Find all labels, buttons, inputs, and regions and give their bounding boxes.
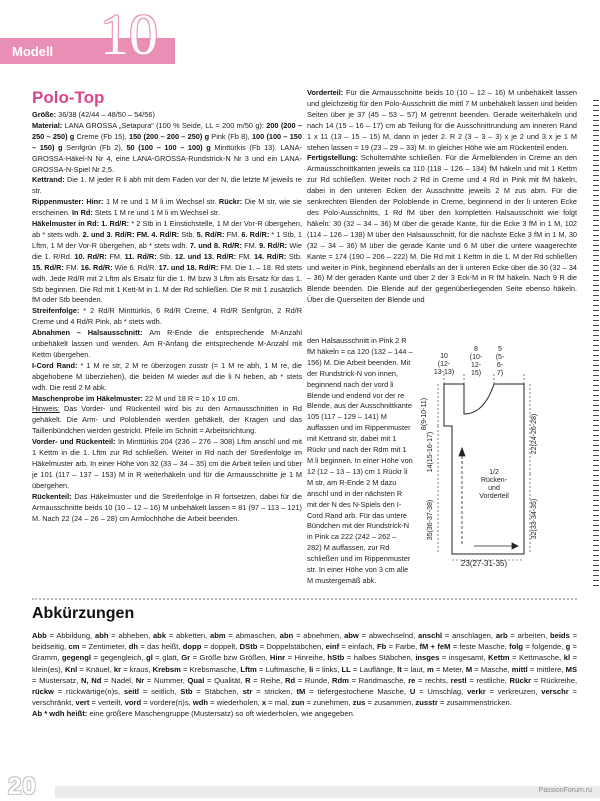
instruction-text: Creme (Fb 15),: [74, 131, 129, 141]
abbreviation-meaning: Meter: [442, 664, 462, 674]
abbreviation-term: cm: [68, 642, 80, 652]
instruction-paragraph: [32, 328, 302, 361]
abbreviation-meaning: Abbildung: [56, 631, 91, 640]
instruction-text: Das Häkelmuster und die Streifenfolge in R fortsetzen, dabei für die Armausschnitte beids 10 (10 – 12 – 16) M unbehäkelt lassen = 81 (97 – 113 – 121) M. Nach 22 (24 – 26 – 28) cm Armlochhöhe die Arbeit beenden.: [32, 491, 302, 523]
abbreviation-meaning: kraus: [129, 664, 149, 674]
abbreviation-meaning: Randmasche: [358, 675, 404, 685]
abbreviation-term: LL: [341, 664, 351, 674]
abbreviation-meaning: abwechselnd: [368, 631, 414, 640]
top-right-line-2: (5-: [495, 354, 505, 361]
abbreviation-meaning: Runde: [304, 675, 328, 685]
abbreviation-meaning: Doppelstäbchen: [266, 642, 322, 652]
abbreviation-meaning: doppelt: [210, 642, 236, 652]
abbreviation-term: Gr: [181, 653, 191, 663]
abbreviation-meaning: Umschlag: [427, 687, 462, 697]
instruction-paragraph: [307, 153, 577, 306]
abbreviation-term: anschl: [418, 631, 443, 640]
instruction-text: Wie 6. Rd/R.: [114, 262, 159, 272]
abbreviation-term: vord: [124, 698, 142, 708]
abbreviation-term: kr: [113, 664, 122, 674]
top-left-line-2: (12-: [437, 361, 451, 368]
abbreviation-meaning: abmaschen: [235, 631, 275, 640]
instruction-text: 36/38 (42/44 – 48/50 – 54/56): [58, 110, 155, 119]
page-header: [0, 0, 600, 72]
abbreviation-term: DStb: [239, 642, 258, 652]
abbreviation-meaning: restliche: [476, 675, 505, 685]
center-line-3: und: [488, 485, 500, 492]
abbreviation-term: Qual: [187, 675, 205, 685]
abbreviation-meaning: feste Masche: [459, 642, 505, 652]
instruction-text: 6. Rd/R:: [241, 229, 272, 239]
instruction-text: 2. und 3. Rd/R: FM. 4. Rd/R:: [82, 229, 182, 239]
abbreviation-term: M: [465, 664, 473, 674]
abbreviation-meaning: verschränkt: [32, 698, 72, 708]
abbreviation-term: Knl: [64, 664, 78, 674]
instruction-text: * 2 Stb in 1 Einstichstelle, 1 M der Vor-R übergehen, ab * stets wdh.: [32, 219, 302, 239]
abbreviation-term: wdh: [192, 698, 209, 708]
instruction-text: Häkelmuster in Rd: 1. Rd/R:: [32, 219, 132, 229]
instruction-text: Am R-Ende die entsprechende M-Anzahl unbehäkelt lassen und wenden. Am R-Anfang die entsprechende M-Anzahl mit Kettm übergehen.: [32, 328, 302, 359]
instruction-text: Das Vorder- und Rückenteil wird bis zu den Armausschnitten in Rd gehäkelt. Die Arm- und Poloblenden werden gehäkelt, der Kragen und das Taillenbündchen werden gestrickt. Pfeile im Schnitt = Arbeitsrichtung.: [32, 404, 302, 436]
schematic-outline: [444, 384, 524, 554]
label-left-mid: 14(15-16-17): [427, 431, 434, 473]
label-right-lower: 32(33-34-35): [531, 498, 538, 540]
instruction-text: Pink (Fb 8),: [209, 131, 252, 141]
abbreviation-meaning: mal: [274, 698, 288, 708]
abbreviation-meaning: rechts: [425, 675, 446, 685]
instruction-text: 14. Rd/R:: [253, 251, 289, 261]
abbreviation-term: Abb: [32, 631, 47, 640]
abbreviation-term: Kettm: [488, 653, 510, 663]
abbreviation-term: zun: [291, 698, 305, 708]
abbreviation-meaning: Hinreihe: [294, 653, 323, 663]
abbreviation-term: re: [408, 675, 416, 685]
instruction-text: * 2 Rd/R Minttürkis, 6 Rd/R Creme, 4 Rd/R Senfgrün, 2 Rd/R Creme und 4 Rd/R Pink, ab * stets wdh.: [32, 306, 302, 327]
abbreviation-meaning: tiefergestochene Masche: [317, 687, 404, 697]
instruction-text: Senfgrün (Fb 2),: [62, 142, 127, 152]
abbreviation-meaning: Stäbchen: [204, 687, 237, 697]
abbreviation-term: abh: [95, 631, 109, 640]
abbreviation-term: kl: [563, 653, 571, 663]
abbreviation-meaning: arbeiten: [517, 631, 546, 640]
instruction-text: Rückr:: [218, 197, 245, 207]
instruction-text: Maschenprobe im Häkelmuster:: [32, 393, 146, 403]
abbreviation-term: N, Nd: [81, 675, 102, 685]
instruction-paragraph: [32, 361, 302, 394]
abbreviation-meaning: seitlich: [151, 687, 175, 697]
abbreviation-term: Nr: [135, 675, 145, 685]
abbreviation-term: abm: [210, 631, 226, 640]
abbreviation-term: arb: [495, 631, 508, 640]
instruction-paragraph: [32, 394, 302, 405]
instruction-paragraph: [32, 492, 302, 525]
top-right-line-4: 7): [496, 370, 504, 377]
ruler-decoration: [593, 100, 599, 590]
abbreviation-term: hStb: [327, 653, 345, 663]
abbreviation-term: gegengl: [61, 653, 92, 663]
abbreviation-term: seitl: [123, 687, 140, 697]
abbreviation-term: folg: [509, 642, 524, 652]
abbreviation-term: abk: [152, 631, 167, 640]
instruction-text: Abnahmen – Halsausschnitt:: [32, 328, 150, 338]
top-mid-line-4: 15): [470, 370, 482, 377]
abbreviation-meaning: zusammen: [374, 698, 412, 708]
center-line-4: Vorderteil: [479, 493, 509, 500]
label-top-mid: [470, 346, 483, 377]
instruction-text: 16. Rd/R:: [80, 262, 115, 272]
instruction-text: Vorderteil:: [307, 88, 346, 97]
instruction-text: FM.: [65, 262, 81, 272]
abbreviation-term: m: [427, 664, 434, 674]
abbreviation-term: Stb: [180, 687, 193, 697]
instructions-left-column: [32, 110, 303, 523]
abbreviation-term: restl: [450, 675, 467, 685]
abbreviation-star-label: Ab * wdh heißt:: [32, 709, 88, 719]
instruction-text: * 1 M re str, 2 M re überzogen zusstr (= 1 M re abh, 1 M re, die abgehobene M überziehen), die beiden M wieder auf die li N heben, ab * stets wdh. Die restl 2 M abk.: [32, 360, 302, 392]
instruction-text: Stb.: [159, 251, 175, 261]
abbreviation-term: U: [409, 687, 416, 697]
instructions-right-narrow: den Halsausschnitt in Pink 2 R fM häkeln = ca 120 (132 – 144 – 156) M. Die Arbeit beenden. Mit der Rundstrick-N von innen, beginnend nach der vord li Blende und endend vor der re Blende, aus der Ausschnittkante 105 (117 – 129 – 141) M auffassen und im Rippenmuster mit Kettrand str, dabei mit 1 Rückr und nach der Rdm mit 1 M li beginnen. In einer Höhe von 12 (12 – 13 – 13) cm 1 Rückr li M str, am R-Ende 2 M dazu anschl und in der nächsten R mit der N des N-Spiels den I-Cord Rand arb. Für das untere Bündchen mit der Rundstrick-N in Pink ca 222 (242 – 262 – 282) M auffassen, zur Rd schließen und im Rippenmuster str. In einer Höhe von 3 cm alle M mustergemäß abk.: [307, 336, 413, 585]
abbreviation-term: vert: [75, 698, 90, 708]
instruction-text: Wie die 1. R/Rd.: [32, 240, 302, 261]
abbreviation-meaning: das heißt: [146, 642, 179, 652]
abbreviation-meaning: gegengleich: [100, 653, 142, 663]
abbreviation-meaning: klein(es): [32, 664, 61, 674]
instruction-text: 5. Rd/R:: [196, 229, 227, 239]
abbreviation-meaning: halbes Stäbchen: [353, 653, 411, 663]
abbreviation-term: zus: [352, 698, 366, 708]
abbreviation-meaning: Masche: [480, 664, 508, 674]
instruction-text: 11. Rd/R:: [124, 251, 160, 261]
instruction-text: 10. Rd/R:: [74, 251, 110, 261]
top-mid-line-1: 8: [474, 346, 478, 353]
abbreviation-meaning: zunehmen: [313, 698, 349, 708]
instruction-text: Vorder- und Rückenteil:: [32, 437, 118, 447]
abbreviation-meaning: abketten: [176, 631, 206, 640]
abbreviation-term: beids: [549, 631, 570, 640]
abbreviation-meaning: stricken: [264, 687, 291, 697]
instruction-text: Streifenfolge:: [32, 306, 84, 316]
label-bottom-width: 23(27-31-35): [460, 559, 508, 568]
instruction-text: 100 (100 – 150 – 150) g: [32, 131, 302, 152]
instruction-text: Material:: [32, 120, 65, 130]
instruction-text: FM.: [109, 251, 125, 261]
instruction-text: Größe:: [32, 110, 59, 119]
abbreviation-term: rückw: [32, 687, 54, 697]
instruction-text: 12. und 13. Rd/R:: [174, 251, 239, 261]
abbreviation-term: str: [242, 687, 253, 697]
label-top-right: [496, 346, 505, 377]
abbreviation-term: Rückr: [509, 675, 532, 685]
abbreviation-meaning: rückwärtige(n)s: [66, 687, 118, 697]
instruction-text: Hinweis:: [32, 404, 60, 414]
instruction-text: 7. und 8. Rd/R:: [189, 240, 245, 250]
abbreviation-term: Rd: [284, 675, 296, 685]
label-left-lower: 35(36-37-38): [427, 499, 434, 541]
abbreviation-term: x: [261, 698, 267, 708]
abbreviation-meaning: Farbe: [395, 642, 416, 652]
instruction-paragraph: [32, 404, 302, 437]
center-line-2: Rücken-: [480, 477, 508, 484]
label-top-left: [434, 353, 454, 376]
abbreviation-meaning: laut: [410, 664, 423, 674]
instruction-text: Für die Armausschnitte beids 10 (10 – 12 – 16) M unbehäkelt lassen und gleichzeitig für den Polo-Ausschnitt die mittl 7 M unbehäkelt lassen und beiden Seiten über je 37 (45 – 53 – 57) M getrennt beenden. Gerade weiterhäkeln und nach 14 (15 – 16 – 17) cm ab Teilung für die Ausschnittrundung am inneren Rand 1 x 11 (13 – 15 – 15) M, dann in jeder 2. R 2 (3 – 3 – 3) x je 2 und 3 x je 1 M stehen lassen = 19 (23 – 29 – 33) M. In gleicher Höhe wie am Rückenteil enden.: [307, 88, 577, 152]
abbreviations-title: Abkürzungen: [32, 605, 135, 622]
instruction-paragraph: [32, 175, 302, 197]
instruction-text: FM.: [226, 229, 242, 239]
abbreviation-meaning: Lauflänge: [359, 664, 393, 674]
abbreviation-term: tM: [296, 687, 306, 697]
abbreviation-meaning: einfach: [348, 642, 373, 652]
abbreviation-term: einf: [325, 642, 340, 652]
abbreviation-entries: Abb = Abbildung, abh = abheben, abk = abketten, abm = abmaschen, abn = abnehmen, abw = abwechselnd, anschl = anschlagen, arb = arbeiten, beids = beidseitig, cm = Zentimeter, dh = das heißt, dopp = doppelt, DStb = Doppelstäbchen, einf = einfach, Fb = Farbe, fM + feM = feste Masche, folg = folgende, g = Gramm, gegengl = gegengleich, gl = glatt, Gr = Größe bzw Größen, Hinr = Hinreihe, hStb = halbes Stäbchen, insges = insgesamt, Kettm = Kettmasche, kl = klein(es), Knl = Knäuel, kr = kraus, Krebsm = Krebsmasche, Lftm = Luftmasche, li = links, LL = Lauflänge, lt = laut, m = Meter, M = Masche, mittl = mittlere, MS = Mustersatz, N, Nd = Nadel, Nr = Nummer, Qual = Qualität, R = Reihe, Rd = Runde, Rdm = Randmasche, re = rechts, restl = restliche, Rückr = Rückreihe, rückw = rückwärtige(n)s, seitl = seitlich, Stb = Stäbchen, str = stricken, tM = tiefergestochene Masche, U = Umschlag, verkr = verkreuzen, verschr = verschränkt, vert = verteilt, vord = vordere(n)s, wdh = wiederholen, x = mal, zun = zunehmen, zus = zusammen, zusstr = zusammenstricken.: [32, 631, 578, 708]
instruction-paragraph: [32, 197, 302, 219]
abbreviation-meaning: verteilt: [98, 698, 121, 708]
instruction-text: Stets 1 M re und 1 M li im Wechsel str.: [94, 208, 221, 218]
abbreviation-meaning: Rückreihe: [540, 675, 575, 685]
instructions-right-column: [307, 88, 577, 334]
abbreviation-term: lt: [397, 664, 402, 674]
abbreviation-meaning: Luftmasche: [265, 664, 305, 674]
instruction-text: Rückenteil:: [32, 491, 75, 501]
instruction-text: 9. Rd/R:: [259, 240, 290, 250]
abbreviation-meaning: Größe bzw Größen: [199, 653, 266, 663]
abbreviation-meaning: Reihe: [260, 675, 281, 685]
abbreviation-term: Rdm: [332, 675, 349, 685]
abbreviation-meaning: Nummer: [154, 675, 183, 685]
top-left-line-3: 13-13): [433, 369, 455, 376]
abbreviation-meaning: Mustersatz: [39, 675, 77, 685]
instruction-text: Minttürkis (Fb 13). LANA-GROSSA-Häkel-N Nr 4, eine LANA-GROSSA-Rundstrick-N Nr 3 und ein LANA-GROSSA-N-Spiel Nr 2,5.: [32, 142, 302, 174]
instruction-text: I-Cord Rand:: [32, 360, 81, 370]
abbreviation-term: fM + feM: [419, 642, 451, 652]
abbreviation-term: dh: [128, 642, 138, 652]
top-right-line-3: 6-: [496, 362, 504, 369]
abbreviation-meaning: verkreuzen: [497, 687, 536, 697]
instruction-text: FM.: [244, 240, 260, 250]
abbreviation-term: MS: [565, 664, 578, 674]
instruction-text: FM. Die 1. – 18. Rd stets wdh. Jede Rd/R mit 2 Lftm als Ersatz für die 1. fM bzw 3 Lftm als Ersatz für das 1. Stb beginnen. Die Rd mit 1 Kett-M in 1. M der Rd schließen. Die R mit 1 zusätzlich fM oder Stb beenden.: [32, 262, 302, 305]
instruction-text: 150 (200 – 200 – 250) g: [129, 131, 210, 141]
instruction-text: Stb.: [288, 251, 302, 261]
instruction-paragraph: [307, 88, 577, 153]
abbreviation-meaning: Gramm: [32, 653, 58, 663]
top-left-line-1: 10: [440, 353, 448, 360]
abbreviation-term: verschr: [541, 687, 569, 697]
instruction-text: Die M str, wie sie erscheinen.: [32, 197, 303, 218]
abbreviations-list: [32, 630, 577, 720]
abbreviation-meaning: insgesamt: [448, 653, 484, 663]
abbreviation-term: Krebsm: [152, 664, 181, 674]
abbreviation-meaning: links: [322, 664, 338, 674]
abbreviation-meaning: mittlere: [536, 664, 562, 674]
top-mid-line-3: 12-: [470, 362, 482, 369]
label-left-upper: 8(9-10-11): [421, 397, 428, 431]
instruction-text: Die 1. M jeder R li abh mit dem Faden vor der N, die letzte M jeweils re str.: [32, 175, 302, 196]
abbreviation-term: abn: [279, 631, 294, 640]
pattern-title: Polo-Top: [32, 88, 105, 107]
top-mid-line-2: (10-: [469, 354, 483, 361]
top-right-line-1: 5: [498, 346, 502, 353]
instruction-text: FM.: [238, 251, 254, 261]
instruction-text: 15. Rd/R:: [32, 262, 66, 272]
instruction-text: Stb.: [181, 229, 197, 239]
center-line-1: 1/2: [489, 469, 499, 476]
abbreviation-term: Lftm: [240, 664, 257, 674]
abbreviation-star-text: eine größere Maschengruppe (Mustersatz) so oft wiederholen, wie angegeben.: [89, 709, 355, 719]
instruction-text: Fertigstellung:: [307, 153, 361, 163]
abbreviation-meaning: Krebsmasche: [189, 664, 237, 674]
abbreviation-term: mittl: [511, 664, 528, 674]
abbreviation-meaning: anschlagen: [452, 631, 491, 640]
abbreviation-meaning: Qualität: [214, 675, 241, 685]
abbreviation-term: dopp: [182, 642, 202, 652]
abbreviation-meaning: Kettmasche: [519, 653, 560, 663]
abbreviation-meaning: zusammenstricken: [446, 698, 510, 708]
instruction-text: Schulternähte schließen. Für die Ärmelblenden in Creme an den Armausschnittkanten jeweils ca 110 (118 – 126 – 134) fM häkeln und mit 1 Kettm zur Rd schließen. Weiter noch 2 Rd in Creme und 4 Rd in Pink mit fM häkeln, dabei in den unteren Ecken der Ausschnitte jeweils 2 M zus abm. Für die senkrechten Blenden der Poloblende in Creme, beginnend in der li unteren Ecke des Polo-Ausschnitts, 1 Rd fM über den kompletten Halsausschnitt wie folgt häkeln: 30 (32 – 34 – 36) M über die gerade Kante, für die Ecke 3 fM in 1 M, 102 (114 – 126 – 138) M über den Halsausschnitt, für die nächste Ecke 3 fM in 1 M, 30 (32 – 34 – 36) M über die gerade Kante und 6 M über die untere waagerechte Kante = 174 (190 – 206 – 222) M. Die Rd mit 1 Kettm in die 1. M der Rd schließen und weiter in Pink, beginnend ebenfalls an der li unteren Ecke über die 30 (32 – 34 – 36) M der geraden Kante und über 2 der 3 Eck-M in R fM häkeln. Nach 9 R die Blende beenden. Die Blende auf der gegenüberliegenden Seite ebenso häkeln. Über die Querseiten der Blende und: [307, 153, 577, 305]
abbreviation-term: Hinr: [269, 653, 286, 663]
abbreviation-term: verkr: [467, 687, 486, 697]
abbreviation-meaning: beidseitig: [32, 642, 65, 652]
instruction-text: 50 (100 – 100 – 100) g: [126, 142, 211, 152]
abbreviation-term: Fb: [377, 642, 387, 652]
modell-label: Modell: [12, 44, 54, 59]
instruction-text: 1 M re und 1 M li im Wechsel str.: [105, 197, 219, 207]
instruction-text: In Rd:: [72, 208, 95, 218]
section-divider: [32, 598, 577, 600]
instruction-paragraph: [32, 219, 302, 306]
instruction-text: * 1 Stb, 1 Lftm, 1 M der Vor-R übergehen, ab * stets wdh.: [32, 229, 302, 250]
abbreviation-meaning: glatt: [162, 653, 177, 663]
watermark: PassionForum.ru: [538, 787, 592, 794]
instruction-text: Rippenmuster: Hinr:: [32, 197, 106, 207]
instruction-text: In Minttürkis 204 (236 – 276 – 308) Lftm anschl und mit 1 Kettm in die 1. Lftm zur Rd schließen. Weiter in Rd nach der Streifenfolge im Häkelmuster arb. In einer Höhe von 32 (33 – 34 – 35) cm die Arbeit teilen und über je 101 (117 – 137 – 153) M in R weiterhäkeln und für die Armausschnitte je 1 M übergehen.: [32, 437, 302, 490]
abbreviation-term: abw: [344, 631, 359, 640]
instruction-text: 17. und 18. Rd/R:: [158, 262, 221, 272]
instruction-text: 200 (200 – 250 – 250) g: [32, 120, 302, 141]
label-right-upper: 22(24-26-28): [531, 413, 538, 455]
abbreviation-term: zusstr: [415, 698, 438, 708]
instruction-paragraph: [32, 437, 302, 492]
instruction-text: LANA GROSSA „Setapura“ (100 % Seide, LL = 200 m/50 g):: [64, 120, 267, 130]
abbreviation-term: li: [309, 664, 314, 674]
abbreviation-meaning: folgende: [532, 642, 562, 652]
abbreviation-term: insges: [415, 653, 440, 663]
instruction-paragraph: [32, 306, 302, 328]
abbreviation-meaning: Nadel: [111, 675, 131, 685]
abbreviation-meaning: Zentimeter: [88, 642, 125, 652]
abbreviation-term: gl: [146, 653, 153, 663]
abbreviation-meaning: wiederholen: [216, 698, 258, 708]
instruction-text: 22 M und 18 R = 10 x 10 cm.: [145, 393, 240, 403]
abbreviation-meaning: Knäuel: [85, 664, 110, 674]
abbreviation-term: g: [565, 642, 571, 652]
abbreviation-term: R: [245, 675, 251, 685]
abbreviation-meaning: vordere(n)s: [149, 698, 189, 708]
instruction-paragraph: [32, 121, 302, 176]
pattern-schematic: [414, 334, 594, 574]
abbreviation-meaning: abnehmen: [303, 631, 340, 640]
footer-bar: [55, 786, 600, 798]
abbreviation-meaning: abheben: [118, 631, 149, 640]
model-number: 10: [100, 2, 158, 67]
instruction-text: Kettrand:: [32, 175, 67, 185]
instruction-paragraph: [32, 110, 302, 121]
page-number: 20: [8, 773, 37, 800]
label-center: [479, 469, 509, 500]
